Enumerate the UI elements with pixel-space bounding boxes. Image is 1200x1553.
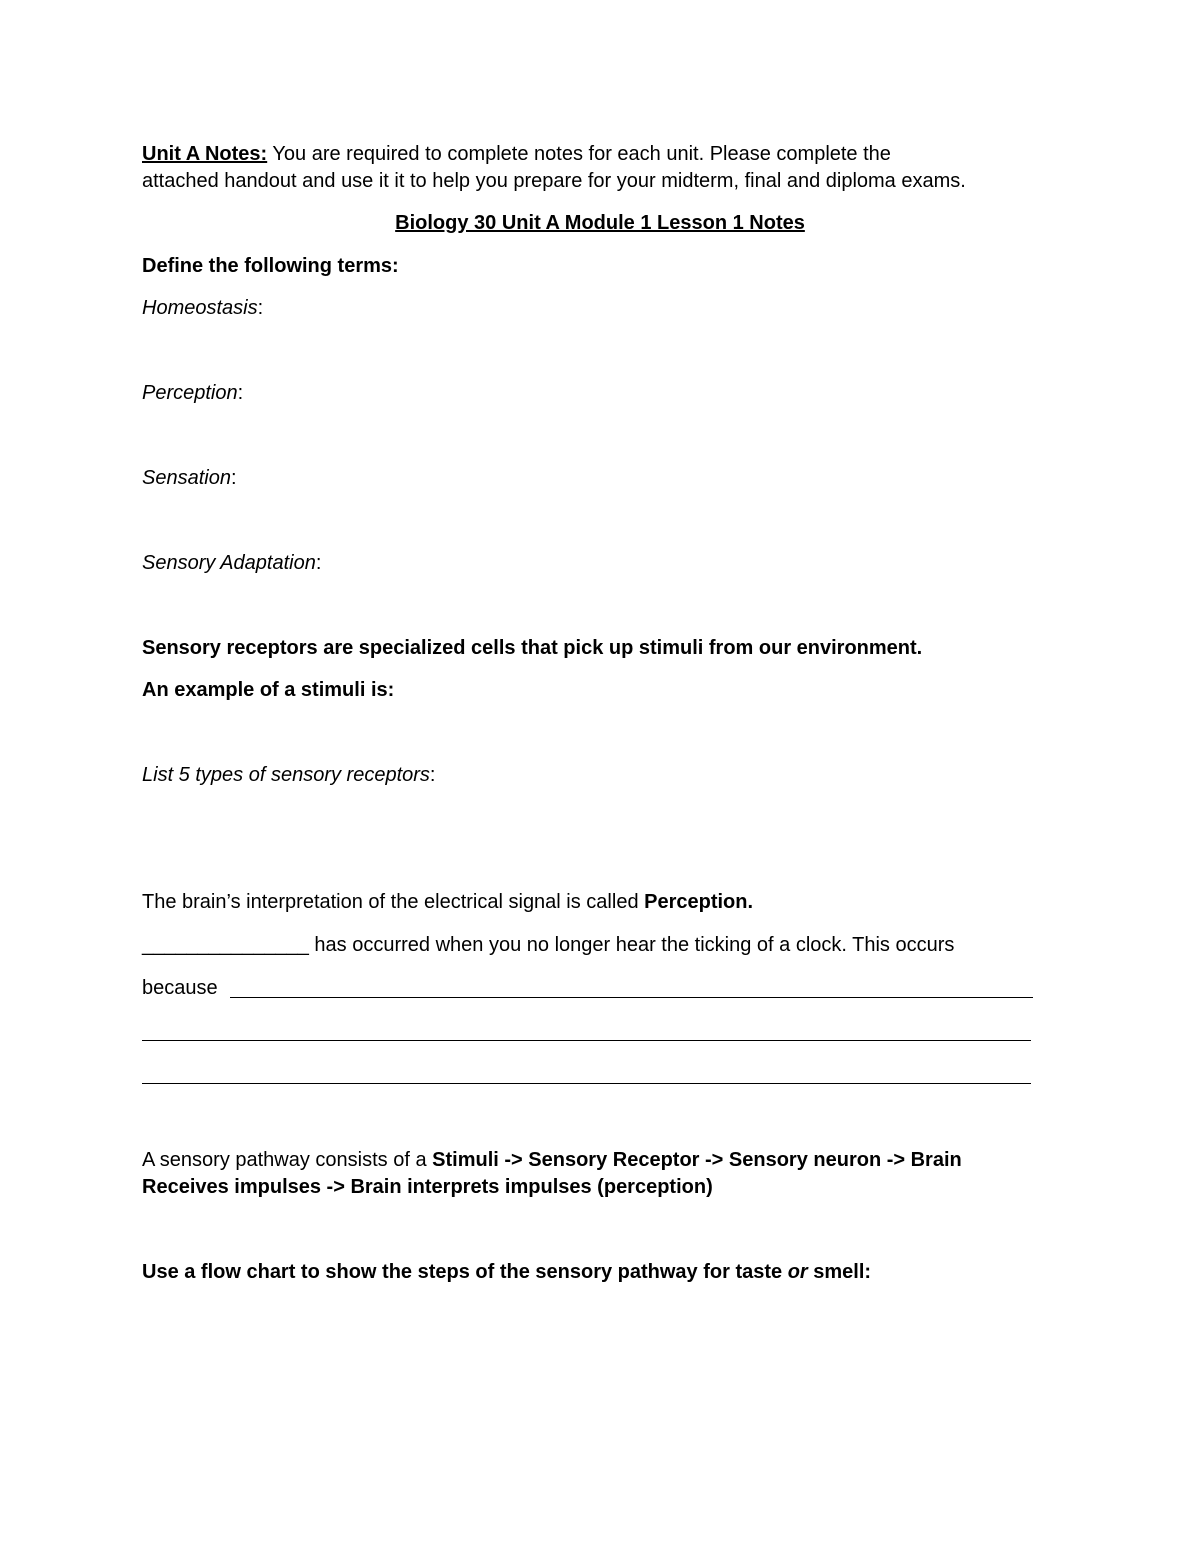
intro-label: Unit A Notes: <box>142 143 268 165</box>
pathway-line-2: Receives impulses -> Brain interprets impulses (perception) <box>142 1176 713 1198</box>
perception-sentence <box>142 889 753 916</box>
stimuli-prompt: An example of a stimuli is: <box>142 679 395 701</box>
adaptation-text: has occurred when you no longer hear the ticking of a clock. This occurs <box>308 934 955 956</box>
because-line <box>142 975 218 1002</box>
perception-text: The brain’s interpretation of the electrical signal is called <box>142 891 645 913</box>
answer-line-3 <box>142 1083 1031 1084</box>
perception-bold: Perception. <box>644 891 754 913</box>
flowchart-or: or <box>787 1261 808 1283</box>
term-sensory-adaptation <box>142 550 321 577</box>
receptors-statement: Sensory receptors are specialized cells that pick up stimuli from our environment. <box>142 637 923 659</box>
page-title: Biology 30 Unit A Module 1 Lesson 1 Notes <box>395 212 805 234</box>
adaptation-sentence <box>142 932 954 959</box>
flowchart-prompt <box>142 1259 871 1286</box>
list-prompt-text: List 5 types of sensory receptors <box>142 764 430 786</box>
term-colon: : <box>315 552 322 574</box>
define-heading: Define the following terms: <box>142 255 399 277</box>
term-label: Sensation <box>142 467 231 489</box>
intro-line-1 <box>142 141 891 168</box>
intro-text-2: attached handout and use it it to help you prepare for your midterm, final and diploma exams. <box>142 170 966 192</box>
intro-text-1: You are required to complete notes for each unit. Please complete the <box>267 143 891 165</box>
answer-line-1 <box>230 997 1033 998</box>
adaptation-blank: _______________ <box>142 934 309 956</box>
term-colon: : <box>257 297 264 319</box>
term-label: Perception <box>142 382 238 404</box>
flowchart-text-2: smell: <box>807 1261 872 1283</box>
term-homeostasis <box>142 295 263 322</box>
term-sensation <box>142 465 237 492</box>
pathway-line-1 <box>142 1147 962 1174</box>
answer-line-2 <box>142 1040 1031 1041</box>
pathway-text: A sensory pathway consists of a <box>142 1149 433 1171</box>
term-colon: : <box>237 382 244 404</box>
pathway-bold-1: Stimuli -> Sensory Receptor -> Sensory neuron -> Brain <box>432 1149 962 1171</box>
term-label: Sensory Adaptation <box>142 552 316 574</box>
because-label: because <box>142 977 218 999</box>
flowchart-text-1: Use a flow chart to show the steps of the sensory pathway for taste <box>142 1261 788 1283</box>
term-label: Homeostasis <box>142 297 258 319</box>
list-prompt-colon: : <box>429 764 436 786</box>
list-receptors-prompt <box>142 762 435 789</box>
term-perception <box>142 380 243 407</box>
term-colon: : <box>230 467 237 489</box>
intro-line-2 <box>142 168 966 195</box>
